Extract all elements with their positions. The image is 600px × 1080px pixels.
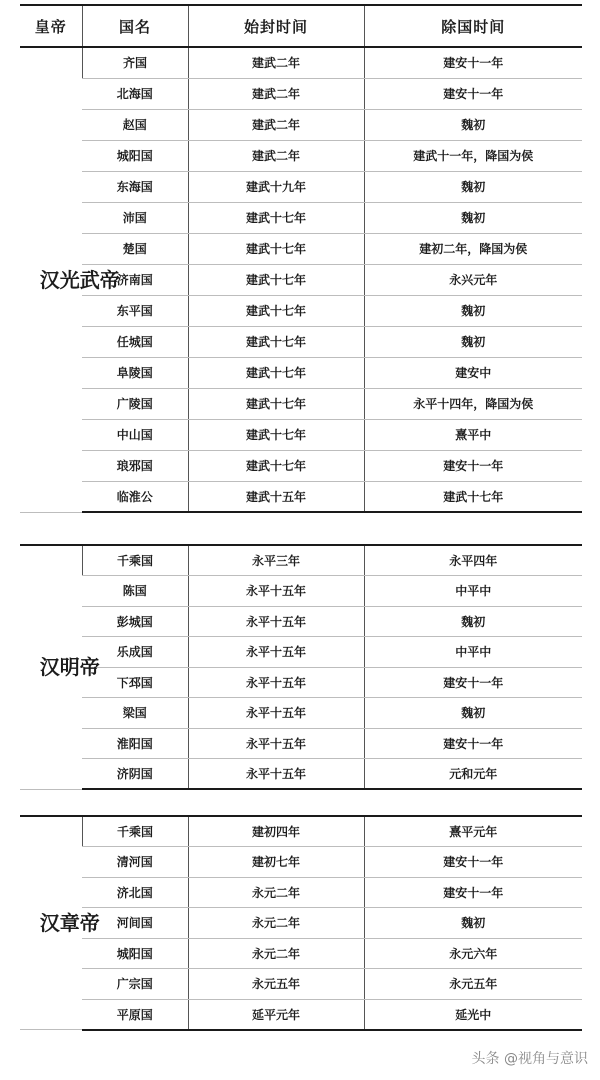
table-row: [20, 606, 582, 637]
end-time-cell: 魏初: [364, 171, 582, 202]
table-row: [20, 202, 582, 233]
header-row: [20, 5, 582, 47]
start-time-cell: 建武二年: [188, 78, 364, 109]
rows-guangwu: [20, 47, 582, 512]
state-cell: 齐国: [82, 47, 188, 78]
table-row: [20, 47, 582, 78]
state-cell: 乐成国: [82, 637, 188, 668]
header-state: 国名: [82, 5, 188, 47]
end-time-cell: 魏初: [364, 326, 582, 357]
state-cell: 济北国: [82, 877, 188, 908]
state-cell: 淮阳国: [82, 728, 188, 759]
table-ming: [20, 544, 582, 790]
start-time-cell: 建武十七年: [188, 450, 364, 481]
table-row: [20, 481, 582, 512]
start-time-cell: 建武十七年: [188, 233, 364, 264]
table-row: [20, 545, 582, 576]
start-time-cell: 建武十七年: [188, 388, 364, 419]
state-cell: 下邳国: [82, 667, 188, 698]
start-time-cell: 建武十七年: [188, 419, 364, 450]
emperor-name: 汉光武帝: [39, 267, 120, 292]
state-cell: 千乘国: [82, 545, 188, 576]
end-time-cell: 建安十一年: [364, 667, 582, 698]
start-time-cell: 永元二年: [188, 908, 364, 939]
table-row: [20, 847, 582, 878]
state-cell: 梁国: [82, 698, 188, 729]
state-cell: 中山国: [82, 419, 188, 450]
state-cell: 沛国: [82, 202, 188, 233]
start-time-cell: 永元二年: [188, 877, 364, 908]
end-time-cell: 魏初: [364, 698, 582, 729]
end-time-cell: 永兴元年: [364, 264, 582, 295]
start-time-cell: 永平十五年: [188, 759, 364, 790]
emperor-name: 汉章帝: [39, 911, 100, 935]
start-time-cell: 永平十五年: [188, 606, 364, 637]
table-row: [20, 877, 582, 908]
table-row: [20, 938, 582, 969]
start-time-cell: 永平十五年: [188, 576, 364, 607]
start-time-cell: 永平十五年: [188, 637, 364, 668]
start-time-cell: 建武十九年: [188, 171, 364, 202]
emperor-cell: [20, 816, 100, 1030]
start-time-cell: 永平十五年: [188, 698, 364, 729]
start-time-cell: 永平三年: [188, 545, 364, 576]
end-time-cell: 建安十一年: [364, 47, 582, 78]
table-row: [20, 295, 582, 326]
start-time-cell: 永平十五年: [188, 728, 364, 759]
table-guangwu: [20, 4, 582, 513]
end-time-cell: 熹平中: [364, 419, 582, 450]
start-time-cell: 建武十七年: [188, 264, 364, 295]
end-time-cell: 中平中: [364, 576, 582, 607]
end-time-cell: 建安十一年: [364, 78, 582, 109]
state-cell: 千乘国: [82, 816, 188, 847]
state-cell: 平原国: [82, 999, 188, 1030]
state-cell: 清河国: [82, 847, 188, 878]
table-row: [20, 667, 582, 698]
table-row: [20, 637, 582, 668]
end-time-cell: 建安十一年: [364, 877, 582, 908]
end-time-cell: 魏初: [364, 295, 582, 326]
table-row: [20, 326, 582, 357]
end-time-cell: 建初二年，降国为侯: [364, 233, 582, 264]
end-time-cell: 建安十一年: [364, 847, 582, 878]
state-cell: 广陵国: [82, 388, 188, 419]
start-time-cell: 建武二年: [188, 47, 364, 78]
table-row: [20, 78, 582, 109]
state-cell: 临淮公: [82, 481, 188, 512]
end-time-cell: 魏初: [364, 908, 582, 939]
state-cell: 城阳国: [82, 140, 188, 171]
watermark-text: 头条 @视角与意识: [471, 1051, 588, 1067]
start-time-cell: 建初七年: [188, 847, 364, 878]
end-time-cell: 建安十一年: [364, 450, 582, 481]
state-cell: 北海国: [82, 78, 188, 109]
end-time-cell: 建安中: [364, 357, 582, 388]
state-cell: 赵国: [82, 109, 188, 140]
state-cell: 城阳国: [82, 938, 188, 969]
emperor-cell: [20, 545, 100, 789]
table-row: [20, 233, 582, 264]
start-time-cell: 建武十七年: [188, 326, 364, 357]
table-row: [20, 171, 582, 202]
table-row: [20, 357, 582, 388]
table-row: [20, 698, 582, 729]
rows-ming: [20, 545, 582, 789]
table-row: [20, 999, 582, 1030]
start-time-cell: 建武二年: [188, 109, 364, 140]
end-time-cell: 建武十七年: [364, 481, 582, 512]
table-row: [20, 450, 582, 481]
end-time-cell: 永元五年: [364, 969, 582, 1000]
table-row: [20, 576, 582, 607]
end-time-cell: 魏初: [364, 606, 582, 637]
table-row: [20, 728, 582, 759]
emperor-cell: [20, 47, 120, 512]
header-emperor: 皇帝: [20, 5, 82, 47]
start-time-cell: 永元五年: [188, 969, 364, 1000]
start-time-cell: 永平十五年: [188, 667, 364, 698]
rows-zhang: [20, 816, 582, 1030]
state-cell: 广宗国: [82, 969, 188, 1000]
end-time-cell: 永元六年: [364, 938, 582, 969]
table-row: [20, 759, 582, 790]
end-time-cell: 中平中: [364, 637, 582, 668]
table-row: [20, 140, 582, 171]
end-time-cell: 魏初: [364, 109, 582, 140]
state-cell: 济南国: [82, 264, 188, 295]
end-time-cell: 建安十一年: [364, 728, 582, 759]
state-cell: 河间国: [82, 908, 188, 939]
end-time-cell: 永平四年: [364, 545, 582, 576]
start-time-cell: 建武十七年: [188, 202, 364, 233]
state-cell: 楚国: [82, 233, 188, 264]
start-time-cell: 建武二年: [188, 140, 364, 171]
table-row: [20, 419, 582, 450]
emperor-name: 汉明帝: [39, 655, 100, 680]
table-row: [20, 908, 582, 939]
start-time-cell: 建武十七年: [188, 357, 364, 388]
state-cell: 阜陵国: [82, 357, 188, 388]
state-cell: 彭城国: [82, 606, 188, 637]
state-cell: 琅邪国: [82, 450, 188, 481]
end-time-cell: 魏初: [364, 202, 582, 233]
table-row: [20, 388, 582, 419]
watermark: [472, 1048, 588, 1068]
state-cell: 济阴国: [82, 759, 188, 790]
table-row: [20, 969, 582, 1000]
state-cell: 任城国: [82, 326, 188, 357]
table-row: [20, 816, 582, 847]
end-time-cell: 元和元年: [364, 759, 582, 790]
end-time-cell: 延光中: [364, 999, 582, 1030]
state-cell: 东平国: [82, 295, 188, 326]
start-time-cell: 建武十五年: [188, 481, 364, 512]
header-end: 除国时间: [364, 5, 582, 47]
start-time-cell: 延平元年: [188, 999, 364, 1030]
table-row: [20, 109, 582, 140]
state-cell: 东海国: [82, 171, 188, 202]
start-time-cell: 建武十七年: [188, 295, 364, 326]
header-start: 始封时间: [188, 5, 364, 47]
end-time-cell: 永平十四年，降国为侯: [364, 388, 582, 419]
table-zhang: [20, 815, 582, 1031]
start-time-cell: 建初四年: [188, 816, 364, 847]
state-cell: 陈国: [82, 576, 188, 607]
end-time-cell: 熹平元年: [364, 816, 582, 847]
start-time-cell: 永元二年: [188, 938, 364, 969]
end-time-cell: 建武十一年，降国为侯: [364, 140, 582, 171]
